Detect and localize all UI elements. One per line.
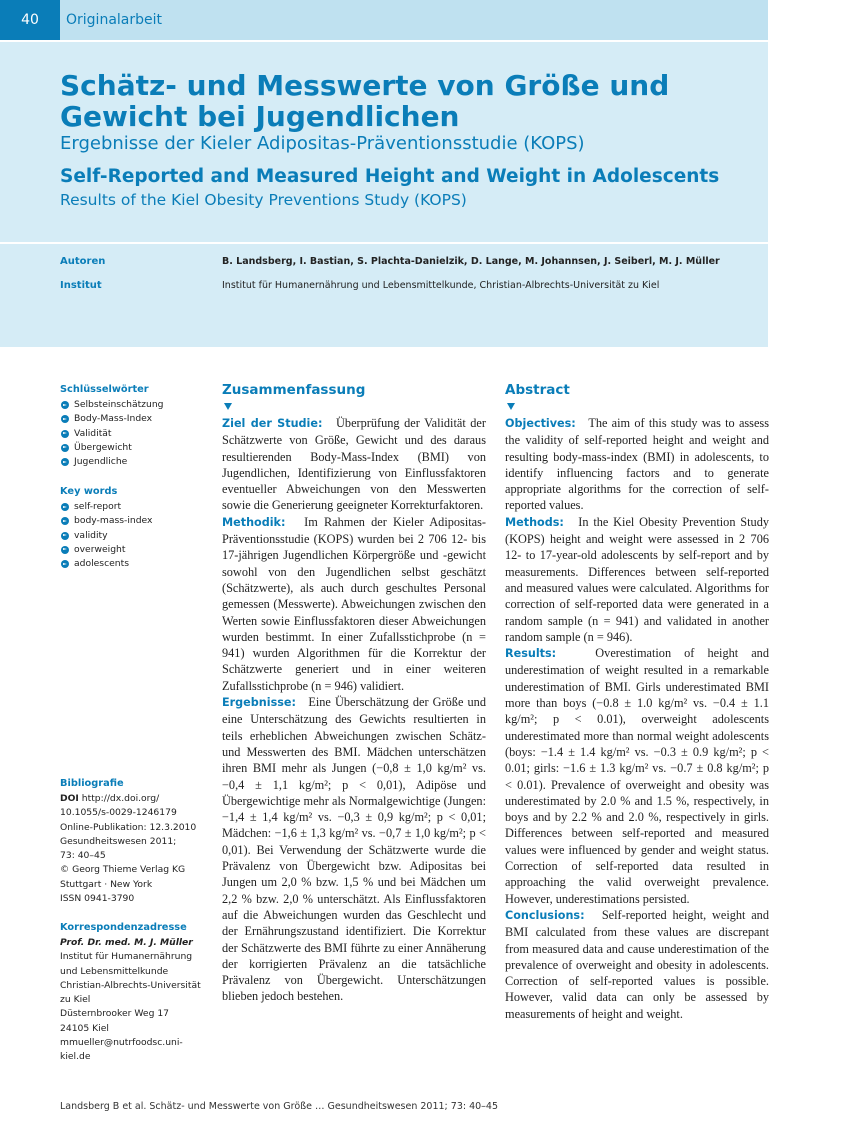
keyword-item: Body-Mass-Index <box>60 412 210 426</box>
paragraph-text: Im Rahmen der Kieler Adipositas-Präventionsstudie (KOPS) wurden bei 2 706 12- bis 17-jährigen Jugendlichen Körpergröße und -gewicht sowohl von den Jugendlichen selbst geschätzt (Schätzwerte), als auch durch geschultes Personal gemessen (Messwerte). Abweichungen zwischen den Werten sowie Einflussfaktoren dieser Abweichungen wurden bestimmt. In einer Zufallsstichprobe (n = 941) wurden Algorithmen für die Korrektur der Schätzwerte generiert und in einer weiteren Zufallsstichprobe (n = 946) validiert. <box>222 514 486 693</box>
paragraph <box>505 907 769 1022</box>
paragraph <box>222 514 486 694</box>
issn: ISSN 0941-3790 <box>60 893 135 905</box>
keyword-item: Selbsteinschätzung <box>60 398 210 412</box>
zusammenfassung-column <box>222 381 486 1005</box>
paragraph-text: The aim of this study was to assess the validity of self-reported height and weight and resulting body-mass-index (BMI) in adolescents, to identify influencing factors and to generate appropriate algorithms for the correction of self-reported values. <box>505 416 769 513</box>
bullet-arrow-icon <box>61 430 69 438</box>
keywords-german-heading: Schlüsselwörter <box>60 384 149 395</box>
bibliography <box>60 778 210 906</box>
online-publication: Online-Publikation: 12.3.2010 <box>60 821 197 833</box>
paragraph <box>505 514 769 645</box>
doi-url[interactable]: http://dx.doi.org/ <box>81 793 160 804</box>
paragraph-text: Overestimation of height and underestimation of weight resulted in a remarkable underestimation of BMI. Girls underestimated BMI more than boys (−0.8 ± 1.0 kg/m² vs. −0.4 ± 1.1 kg/m²; p < 0.01), overweight adolescents underestimated more than normal weight adolescents (boys: −1.4 ± 1.4 kg/m² vs. −0.3 ± 0.9 kg/m²; p < 0.01; girls: −1.6 ± 1.3 kg/m² vs. −0.7 ± 0.8 kg/m²; p < 0.01). Prevalence of overweight and obesity was underestimated by 2.0 % and 1.5 %, respectively, in boys and by 2.2 % and 2.0 %, respectively in girls. Differences between self-reported and measured values were influenced by gender and weight status. Correction of self-reported data resulted in approaching the valid overweight prevalence. However, underestimations persisted. <box>505 646 769 906</box>
address-line: Düsternbrooker Weg 17 <box>60 1008 170 1020</box>
title-german: Schätz- und Messwerte von Größe und Gewicht bei Jugendlichen <box>60 69 670 133</box>
bibliography-heading: Bibliografie <box>60 778 124 789</box>
correspondence <box>60 922 210 1065</box>
zusammenfassung-heading: Zusammenfassung <box>222 382 366 398</box>
publisher: © Georg Thieme Verlag KG <box>60 864 186 876</box>
paragraph-label: Ergebnisse: <box>222 696 296 710</box>
footer-citation: Landsberg B et al. Schätz- und Messwerte von Größe … Gesundheitswesen 2011; 73: 40–45 <box>60 1101 499 1112</box>
keyword-item: adolescents <box>60 557 210 571</box>
bullet-arrow-icon <box>61 415 69 423</box>
bullet-arrow-icon <box>61 458 69 466</box>
keywords-english-heading: Key words <box>60 486 118 497</box>
paragraph <box>505 415 769 514</box>
bullet-arrow-icon <box>61 503 69 511</box>
keyword-item: Validität <box>60 427 210 441</box>
triangle-down-icon <box>224 403 232 410</box>
bullet-arrow-icon <box>61 517 69 525</box>
keyword-item: Jugendliche <box>60 455 210 469</box>
paragraph-label: Results: <box>505 647 557 661</box>
paragraph <box>222 415 486 514</box>
address-line: Christian-Albrechts-Universität <box>60 979 201 991</box>
keywords-german <box>60 384 210 469</box>
email-link[interactable]: mmueller@nutrfoodsc.uni-kiel.de <box>60 1037 183 1063</box>
paragraph-label: Objectives: <box>505 417 576 430</box>
bullet-arrow-icon <box>61 560 69 568</box>
abstract-column <box>505 381 769 1022</box>
paragraph-text: Eine Überschätzung der Größe und eine Unterschätzung des Gewichts resultierten in teils erheblichen Abweichungen zwischen Schätz- und Messwerten des BMI. Mädchen unterschätzen ihren BMI mehr als Jungen (−0,8 ± 1,0 kg/m² vs. −0,4 ± 1,1 kg/m²; p < 0,01), Adipöse und Übergewichtige mehr als Normalgewichtige (Jungen: −1,4 ± 1,4 kg/m² vs. −0,3 ± 0,9 kg/m²; p < 0,01; Mädchen: −1,6 ± 1,3 kg/m² vs. −0,7 ± 1,0 kg/m²; p < 0,01). Bei Verwendung der Schätzwerte wurde die Prävalenz von Übergewicht bzw. Adipositas bei Jungen um 2,0 % bzw. 1,5 % und bei Mädchen um 2,2 % bzw. 2,0 % unterschätzt. Als Einflussfaktoren auf die Abweichungen wurden das Geschlecht und der Ernährungszustand identifiziert. Die Korrektur der Schätzwerte des BMI führte zu einer Annäherung der korrigierten Prävalenz an die tatsächliche Prävalenz von Übergewicht. Unterschätzungen blieben jedoch bestehen. <box>222 695 486 1004</box>
keyword-item: Übergewicht <box>60 441 210 455</box>
abstract-heading: Abstract <box>505 382 570 398</box>
keyword-item: self-report <box>60 500 210 514</box>
journal: Gesundheitswesen 2011; <box>60 835 177 847</box>
paragraph-text: Überprüfung der Validität der Schätzwerte von Größe, Gewicht und des daraus resultierenden Body-Mass-Index (BMI) von Jugendlichen, Identifizierung von Einflussfaktoren eventueller Abweichungen von den Messwerten sowie die Generierung geeigneter Korrekturfaktoren. <box>222 416 486 513</box>
place: Stuttgart · New York <box>60 878 153 890</box>
paragraph-label: Ziel der Studie: <box>222 417 323 430</box>
doi-id: 10.1055/s-0029-1246179 <box>60 807 177 819</box>
keyword-item: validity <box>60 529 210 543</box>
pages: 73: 40–45 <box>60 850 106 862</box>
keywords-english <box>60 486 210 571</box>
page-number: 40 <box>0 0 60 40</box>
institute-label: Institut <box>60 280 102 291</box>
paragraph-label: Conclusions: <box>505 908 585 922</box>
paragraph <box>505 645 769 907</box>
bullet-arrow-icon <box>61 532 69 540</box>
keyword-item: body-mass-index <box>60 514 210 528</box>
correspondence-heading: Korrespondenzadresse <box>60 922 187 933</box>
section-label: Originalarbeit <box>66 12 162 28</box>
doi-label: DOI <box>60 793 79 804</box>
correspondence-name: Prof. Dr. med. M. J. Müller <box>60 937 193 948</box>
keyword-item: overweight <box>60 543 210 557</box>
paragraph-label: Methods: <box>505 515 564 529</box>
bullet-arrow-icon <box>61 444 69 452</box>
address-line: und Lebensmittelkunde <box>60 965 169 977</box>
paragraph-text: Self-reported height, weight and BMI calculated from these values are discrepant from measured data and cause underestimation of the prevalence of overweight and obesity in adolescents. Correction of self-reported values is possible. However, valid data can only be assessed by measurements of height and weight. <box>505 907 769 1021</box>
bullet-arrow-icon <box>61 546 69 554</box>
bullet-arrow-icon <box>61 401 69 409</box>
address-line: zu Kiel <box>60 994 91 1006</box>
address-line: 24105 Kiel <box>60 1022 109 1034</box>
subtitle-german: Ergebnisse der Kieler Adipositas-Präventionsstudie (KOPS) <box>60 133 585 154</box>
authors-label: Autoren <box>60 256 106 267</box>
paragraph-label: Methodik: <box>222 515 286 529</box>
subtitle-english: Results of the Kiel Obesity Preventions Study (KOPS) <box>60 191 467 209</box>
address-line: Institut für Humanernährung <box>60 951 193 963</box>
triangle-down-icon <box>507 403 515 410</box>
paragraph <box>222 694 486 1005</box>
institute: Institut für Humanernährung und Lebensmittelkunde, Christian-Albrechts-Universität zu Kiel <box>222 280 660 291</box>
title-english: Self-Reported and Measured Height and Weight in Adolescents <box>60 166 720 187</box>
paragraph-text: In the Kiel Obesity Prevention Study (KOPS) height and weight were assessed in 2 706 12- to 17-year-old adolescents by self-report and by measurements. Differences between self-reported and measured values were calculated. Algorithms for correction of self-reported data were generated in a random sample (n = 941) and validated in another random sample (n = 946). <box>505 514 769 644</box>
authors: B. Landsberg, I. Bastian, S. Plachta-Danielzik, D. Lange, M. Johannsen, J. Seiberl, M. J. Müller <box>222 256 720 267</box>
